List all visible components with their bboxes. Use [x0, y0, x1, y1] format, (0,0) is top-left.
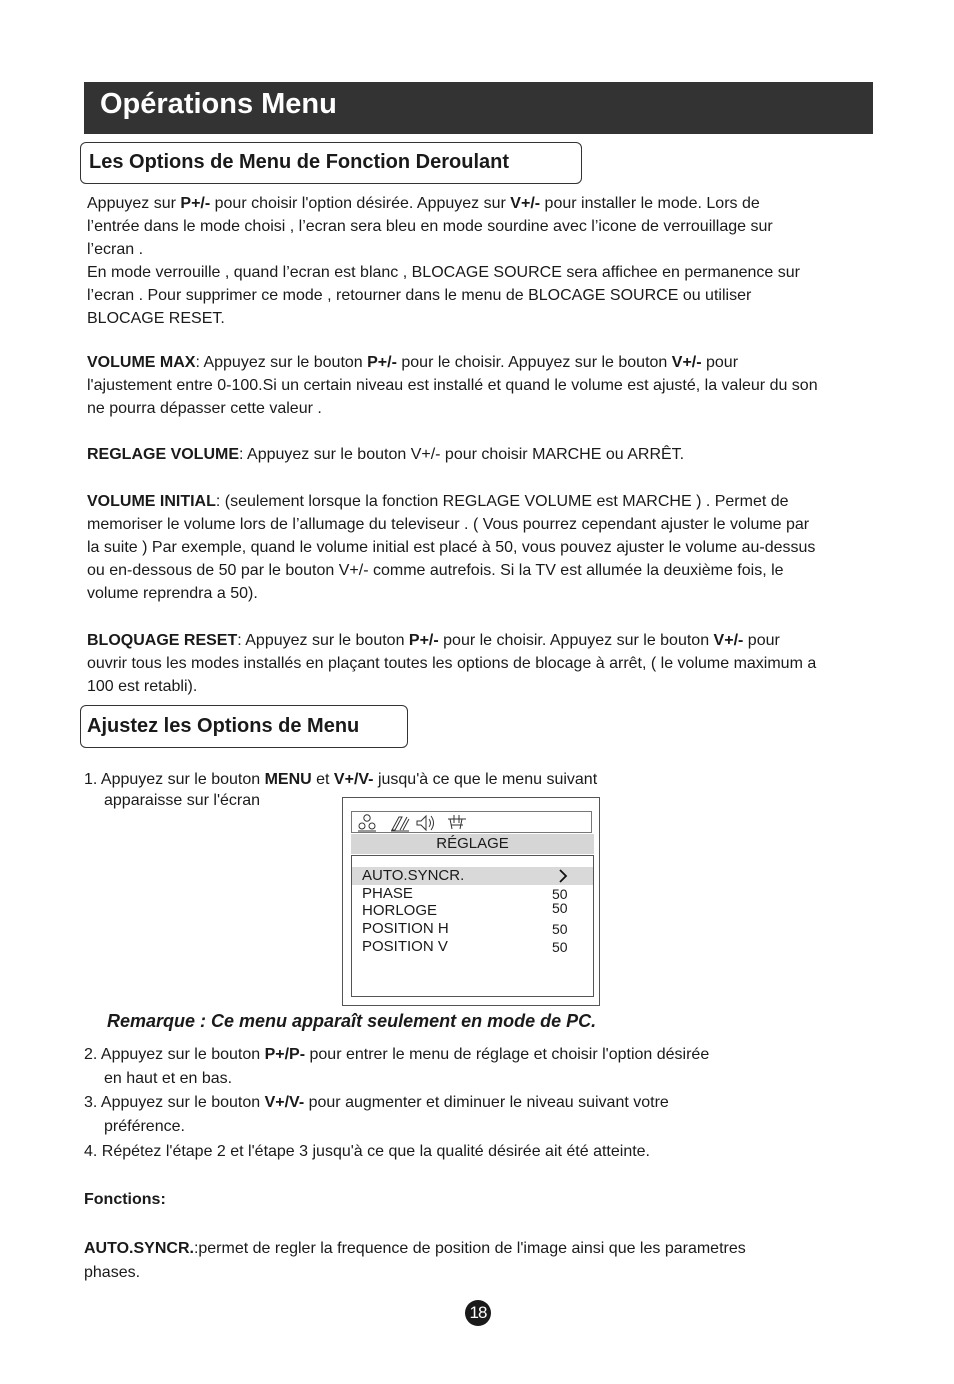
intro-line-2: l’entrée dans le mode choisi , l’ecran sera bleu en mode sourdine avec l’icone de verrouillage sur	[87, 218, 773, 235]
osd-item-position-v[interactable]: POSITION V 50	[362, 938, 568, 955]
page-number-badge: 18	[465, 1300, 491, 1326]
reglage-volume-paragraph: REGLAGE VOLUME: Appuyez sur le bouton V+/- pour choisir MARCHE ou ARRÊT.	[87, 446, 685, 463]
intro-line-4: En mode verrouille , quand l’ecran est blanc , BLOCAGE SOURCE sera affichee en permanence sur	[87, 264, 800, 281]
osd-item-auto-syncr[interactable]: AUTO.SYNCR.	[352, 867, 593, 885]
osd-item-value: 50	[552, 886, 568, 902]
sound-icon	[414, 813, 436, 833]
osd-item-value: 50	[552, 900, 568, 916]
volume-initial-paragraph: VOLUME INITIAL: (seulement lorsque la fonction REGLAGE VOLUME est MARCHE ) . Permet de memoriser le volume lors de l’allumage du televiseur . ( Vous pourrez cependant ajuster le volume par la suite ) Par exemple, quand le volume initial est placé à 50, vous pouvez ajuster le volume au-dessus ou en-dessous de 50 par le bouton V+/- comme autrefois. Si la TV est allumée la deuxième fois, le volume reprendra a 50).	[87, 493, 816, 602]
section-heading-ajustez-options: Ajustez les Options de Menu	[80, 705, 408, 748]
osd-item-value: 50	[552, 921, 568, 937]
picture-icon	[356, 813, 378, 833]
chevron-right-icon	[558, 869, 568, 883]
bloquage-reset-label: BLOQUAGE RESET	[87, 632, 238, 649]
intro-line-3: l’ecran .	[87, 241, 144, 258]
auto-syncr-description: AUTO.SYNCR.:permet de regler la frequence de position de l'image ainsi que les parametres phases.	[84, 1240, 746, 1281]
osd-item-position-h[interactable]: POSITION H 50	[362, 920, 568, 937]
step-3: 3. Appuyez sur le bouton V+/V- pour augmenter et diminuer le niveau suivant votre préférence.	[84, 1094, 669, 1135]
osd-menu-list	[351, 855, 594, 997]
intro-line-1: Appuyez sur P+/- pour choisir l'option désirée. Appuyez sur V+/- pour installer le mode. Lors de	[87, 195, 760, 212]
volume-max-label: VOLUME MAX	[87, 354, 196, 371]
function-icon	[446, 813, 468, 833]
intro-line-5: l’ecran . Pour supprimer ce mode , retourner dans le menu de BLOCAGE SOURCE ou utiliser	[87, 287, 752, 304]
osd-menu-panel	[342, 797, 600, 1006]
osd-item-phase[interactable]: PHASE 50	[362, 885, 568, 902]
volume-initial-label: VOLUME INITIAL	[87, 493, 216, 510]
step-2: 2. Appuyez sur le bouton P+/P- pour entrer le menu de réglage et choisir l'option désirée en haut et en bas.	[84, 1046, 710, 1087]
osd-item-value: 50	[552, 939, 568, 955]
page-title: Opérations Menu	[100, 88, 337, 120]
section-heading-fonction-deroulant: Les Options de Menu de Fonction Deroulant	[80, 142, 582, 184]
volume-max-paragraph: VOLUME MAX: Appuyez sur le bouton P+/- pour le choisir. Appuyez sur le bouton V+/- pour l'ajustement entre 0-100.Si un certain niveau est installé et quand le volume est ajusté, la valeur du son ne pourra dépasser cette valeur .	[87, 354, 818, 417]
remark-note: Remarque : Ce menu apparaît seulement en mode de PC.	[107, 1011, 597, 1031]
osd-menu-title: RÉGLAGE	[351, 834, 594, 854]
intro-line-6: BLOCAGE RESET.	[87, 310, 225, 327]
fonctions-heading: Fonctions:	[84, 1191, 166, 1208]
step-1: 1. Appuyez sur le bouton MENU et V+/V- jusqu'à ce que le menu suivant apparaisse sur l'écran	[84, 771, 598, 809]
page-header-bar	[84, 82, 873, 134]
osd-icon-bar	[351, 811, 592, 833]
reglage-volume-label: REGLAGE VOLUME	[87, 446, 240, 463]
step-4: 4. Répétez l'étape 2 et l'étape 3 jusqu'à ce que la qualité désirée ait été atteinte.	[84, 1143, 650, 1160]
bloquage-reset-paragraph: BLOQUAGE RESET: Appuyez sur le bouton P+/- pour le choisir. Appuyez sur le bouton V+/- pour ouvrir tous les modes installés en plaçant toutes les options de blocage à arrêt, ( le volume maximum a 100 est retabli).	[87, 632, 817, 695]
intro-paragraph	[87, 192, 887, 330]
osd-item-horloge[interactable]: HORLOGE 50	[362, 900, 568, 919]
settings-icon	[389, 813, 411, 833]
